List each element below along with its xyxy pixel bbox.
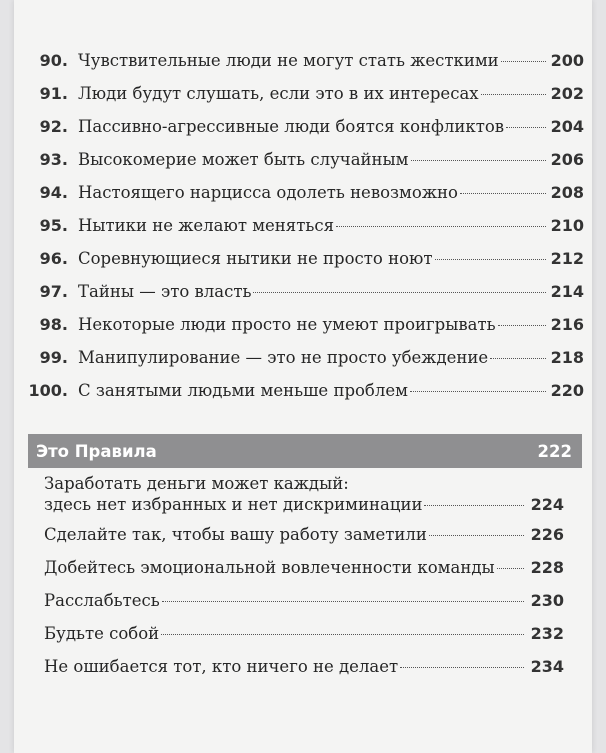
dot-leader	[162, 601, 524, 602]
entry-title: Будьте собой	[44, 624, 160, 643]
dot-leader	[460, 193, 546, 194]
entry-number: 93.	[39, 150, 68, 169]
section-contents-list	[44, 473, 564, 690]
entry-title: Расслабьтесь	[44, 591, 160, 610]
entry-page: 210	[550, 216, 584, 235]
entry-number: 96.	[39, 249, 68, 268]
toc-entry	[14, 315, 592, 348]
book-page	[14, 0, 592, 753]
entry-title-line: Заработать деньги может каждый:	[44, 474, 349, 493]
toc-entry	[44, 525, 564, 558]
toc-entry	[14, 381, 592, 414]
entry-page: 220	[550, 381, 584, 400]
entry-number: 99.	[39, 348, 68, 367]
toc-entry	[44, 624, 564, 657]
dot-leader	[435, 259, 546, 260]
entry-page: 206	[550, 150, 584, 169]
entry-page: 214	[550, 282, 584, 301]
toc-entry	[14, 51, 592, 84]
toc-entry	[14, 183, 592, 216]
entry-title: Манипулирование — это не просто убеждение	[78, 348, 489, 367]
entry-page: 208	[550, 183, 584, 202]
entry-title: Пассивно-агрессивные люди боятся конфликтов	[78, 117, 505, 136]
entry-page: 228	[530, 558, 564, 577]
toc-entry	[14, 117, 592, 150]
entry-title: Сделайте так, чтобы вашу работу заметили	[44, 525, 427, 544]
entry-title: Нытики не желают меняться	[78, 216, 334, 235]
entry-page: 234	[530, 657, 564, 676]
numbered-contents-list	[14, 51, 592, 414]
toc-entry	[14, 150, 592, 183]
entry-page: 230	[530, 591, 564, 610]
entry-title: Добейтесь эмоциональной вовлеченности команды	[44, 558, 495, 577]
dot-leader	[400, 667, 524, 668]
entry-title: Некоторые люди просто не умеют проигрывать	[78, 315, 496, 334]
toc-entry	[44, 657, 564, 690]
dot-leader	[424, 505, 524, 506]
entry-number: 91.	[39, 84, 68, 103]
section-title: Это Правила	[36, 441, 157, 461]
entry-number: 98.	[39, 315, 68, 334]
entry-page: 204	[550, 117, 584, 136]
toc-entry	[14, 348, 592, 381]
entry-page: 216	[550, 315, 584, 334]
section-header	[28, 434, 582, 468]
dot-leader	[481, 94, 546, 95]
dot-leader	[161, 634, 524, 635]
entry-title: Люди будут слушать, если это в их интересах	[78, 84, 479, 103]
entry-number: 90.	[39, 51, 68, 70]
dot-leader	[490, 358, 546, 359]
entry-page: 212	[550, 249, 584, 268]
toc-entry	[14, 249, 592, 282]
entry-number: 100.	[28, 381, 68, 400]
entry-title: Не ошибается тот, кто ничего не делает	[44, 657, 399, 676]
entry-number: 97.	[39, 282, 68, 301]
entry-title: Высокомерие может быть случайным	[78, 150, 409, 169]
entry-number: 94.	[39, 183, 68, 202]
entry-title: Чувствительные люди не могут стать жесткими	[78, 51, 499, 70]
entry-number: 92.	[39, 117, 68, 136]
dot-leader	[506, 127, 546, 128]
toc-entry	[14, 84, 592, 117]
toc-entry	[44, 473, 564, 525]
entry-page: 232	[530, 624, 564, 643]
toc-entry	[44, 558, 564, 591]
dot-leader	[411, 160, 547, 161]
entry-number: 95.	[39, 216, 68, 235]
entry-title: Соревнующиеся нытики не просто ноют	[78, 249, 433, 268]
entry-page: 202	[550, 84, 584, 103]
dot-leader	[498, 325, 546, 326]
entry-title: Настоящего нарцисса одолеть невозможно	[78, 183, 458, 202]
entry-title: здесь нет избранных и нет дискриминации	[44, 495, 423, 514]
entry-page: 200	[550, 51, 584, 70]
dot-leader	[429, 535, 524, 536]
dot-leader	[497, 568, 524, 569]
toc-entry	[14, 282, 592, 315]
entry-title: Тайны — это власть	[78, 282, 252, 301]
entry-title: С занятыми людьми меньше проблем	[78, 381, 408, 400]
toc-entry	[14, 216, 592, 249]
section-page: 222	[537, 441, 572, 461]
dot-leader	[253, 292, 546, 293]
entry-page: 218	[550, 348, 584, 367]
entry-page: 224	[530, 495, 564, 514]
dot-leader	[336, 226, 546, 227]
dot-leader	[410, 391, 546, 392]
toc-entry	[44, 591, 564, 624]
dot-leader	[501, 61, 546, 62]
entry-page: 226	[530, 525, 564, 544]
